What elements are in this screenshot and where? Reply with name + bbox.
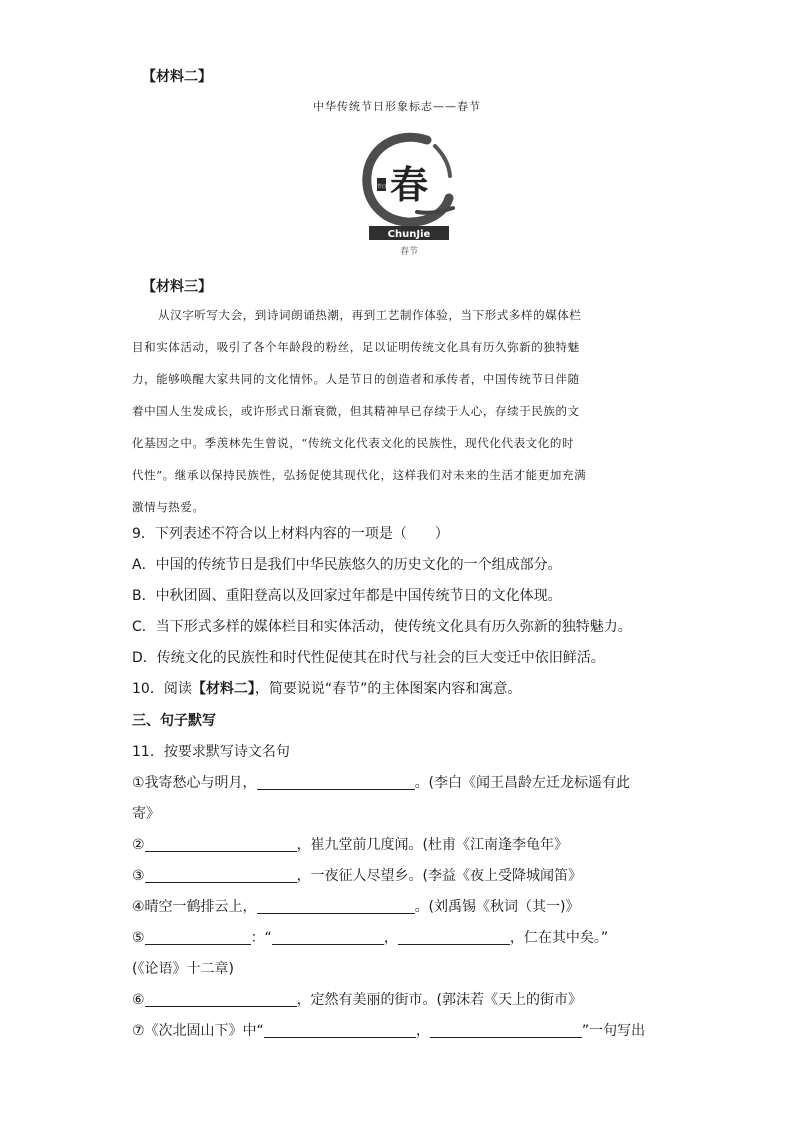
logo-sub-text: 春节 xyxy=(399,247,419,257)
q9-option-b: B．中秋团圆、重阳登高以及回家过年都是中国传统节日的文化体现。 xyxy=(132,588,562,604)
material3-line: 着中国人生发成长，或许形式日渐衰微，但其精神早已存续于人心，存续于民族的文 xyxy=(132,404,580,418)
q10-stem xyxy=(132,679,521,699)
q11-item-3-pre: ③ xyxy=(132,868,145,884)
q11-item-1-pre: ①我寄愁心与明月， xyxy=(132,775,257,791)
material3-line: 代性”。继承以保持民族性，弘扬促使其现代化，这样我们对未来的生活才能更加充满 xyxy=(132,468,587,482)
material3-line: 目和实体活动，吸引了各个年龄段的粉丝，足以证明传统文化具有历久弥新的独特魅 xyxy=(132,340,580,354)
q10-ref: 【材料二】 xyxy=(191,681,255,697)
q11-item-5-cont: (《论语》十二章) xyxy=(132,961,234,977)
q11-item-4 xyxy=(132,897,580,917)
section3-title: 三、句子默写 xyxy=(132,713,216,729)
chunjie-logo xyxy=(357,128,457,258)
q11-item-5-post: ，仁在其中矣。” xyxy=(509,930,609,946)
material2-heading: 【材料二】 xyxy=(142,69,212,85)
q9-stem: 9．下列表述不符合以上材料内容的一项是（ ） xyxy=(132,526,449,542)
q11-item-2 xyxy=(132,835,568,855)
q11-item-4-post: 。(刘禹锡《秋词（其一)》 xyxy=(414,899,580,915)
answer-blank[interactable] xyxy=(145,868,297,883)
q10-after: ，简要说说“春节”的主体图案内容和寓意。 xyxy=(254,681,522,697)
q11-item-7-pre: ⑦《次北固山下》中“ xyxy=(132,1023,264,1039)
material3-line: 化基因之中。季羡林先生曾说，“传统文化代表文化的民族性，现代化代表文化的时 xyxy=(132,436,575,450)
q9-option-c: C．当下形式多样的媒体栏目和实体活动，使传统文化具有历久弥新的独特魅力。 xyxy=(132,619,632,635)
q11-item-5-mid2: ， xyxy=(383,930,398,946)
q11-item-1 xyxy=(132,773,630,793)
logo-main-char: 春 xyxy=(389,162,429,207)
logo-latin-text: ChunJie xyxy=(387,229,431,240)
answer-blank[interactable] xyxy=(398,930,510,945)
answer-blank[interactable] xyxy=(257,775,415,790)
answer-blank[interactable] xyxy=(145,992,297,1007)
q11-item-7-mid: ， xyxy=(415,1023,430,1039)
q11-item-3 xyxy=(132,866,582,886)
material3-line: 力，能够唤醒大家共同的文化情怀。人是节日的创造者和承传者，中国传统节日伴随 xyxy=(132,372,580,386)
material3-heading: 【材料三】 xyxy=(142,279,212,295)
q11-item-7-post: ”一句写出 xyxy=(581,1023,646,1039)
q11-item-1-post: 。(李白《闻王昌龄左迁龙标遥有此 xyxy=(414,775,631,791)
q11-item-2-post: ，崔九堂前几度闻。(杜甫《江南逢李龟年》 xyxy=(296,837,569,853)
q11-item-5 xyxy=(132,928,608,948)
q11-item-5-pre: ⑤ xyxy=(132,930,145,946)
q11-item-2-pre: ② xyxy=(132,837,145,853)
q11-item-1-cont: 寄》 xyxy=(132,806,160,822)
material3-line: 激情与热爱。 xyxy=(132,500,205,514)
answer-blank[interactable] xyxy=(430,1023,582,1038)
material2-caption: 中华传统节日形象标志——春节 xyxy=(313,100,481,113)
q10-before: 10．阅读 xyxy=(132,681,192,697)
q11-item-3-post: ，一夜征人尽望乡。(李益《夜上受降城闻笛》 xyxy=(296,868,583,884)
q11-item-6 xyxy=(132,990,582,1010)
answer-blank[interactable] xyxy=(145,930,251,945)
q11-item-6-pre: ⑥ xyxy=(132,992,145,1008)
answer-blank[interactable] xyxy=(145,837,297,852)
material3-line: 从汉字听写大会，到诗词朗诵热潮，再到工艺制作体验，当下形式多样的媒体栏 xyxy=(158,308,582,322)
answer-blank[interactable] xyxy=(264,1023,416,1038)
chunjie-logo-graphic xyxy=(357,128,457,258)
logo-seal-text: 节日 xyxy=(376,184,387,190)
q11-item-5-mid1: ：“ xyxy=(250,930,272,946)
q9-option-a: A．中国的传统节日是我们中华民族悠久的历史文化的一个组成部分。 xyxy=(132,557,562,573)
q11-stem: 11．按要求默写诗文名句 xyxy=(132,744,290,760)
q11-item-7 xyxy=(132,1021,645,1041)
answer-blank[interactable] xyxy=(257,899,415,914)
q11-item-4-pre: ④晴空一鹤排云上， xyxy=(132,899,257,915)
q11-item-6-post: ，定然有美丽的街市。(郭沫若《天上的街市》 xyxy=(296,992,583,1008)
answer-blank[interactable] xyxy=(272,930,384,945)
q9-option-d: D．传统文化的民族性和时代性促使其在时代与社会的巨大变迁中依旧鲜活。 xyxy=(132,650,605,666)
